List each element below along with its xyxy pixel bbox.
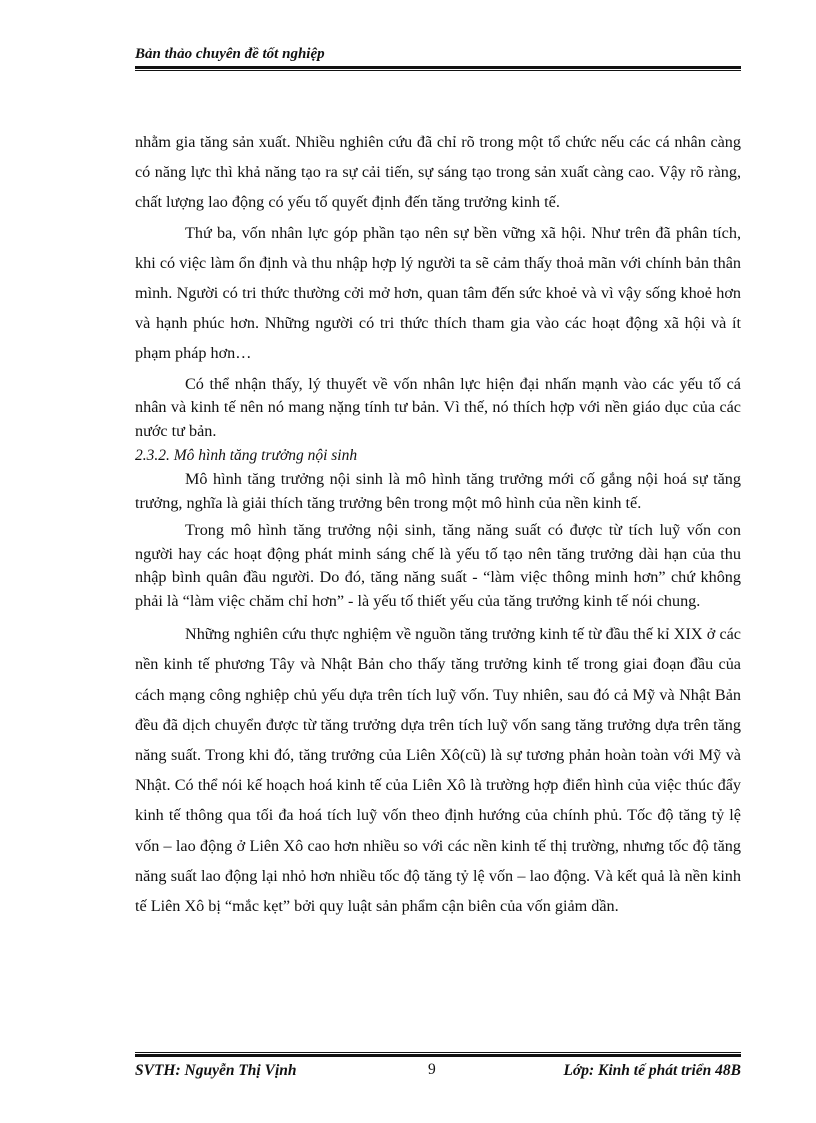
paragraph-5: Trong mô hình tăng trưởng nội sinh, tăng năng suất có được từ tích luỹ vốn con người hay các hoạt động phát minh sáng chế là yếu tố tạo nên tăng trưởng dài hạn của thu nhập bình quân đầu người. Do đó, tăng năng suất - “làm việc thông minh hơn” chứ không phải là “làm việc chăm chỉ hơn” - là yếu tố thiết yếu của tăng trưởng kinh tế nói chung. [135,521,741,610]
class-name: Lớp: Kinh tế phát triển 48B [563,1062,741,1079]
header-title: Bản thảo chuyên đề tốt nghiệp [135,46,325,62]
paragraph-1: nhằm gia tăng sản xuất. Nhiều nghiên cứu đã chỉ rõ trong một tổ chức nếu các cá nhân càng có năng lực thì khả năng tạo ra sự cải tiến, sự sáng tạo trong sản xuất càng cao. Vậy rõ ràng, chất lượng lao động có yếu tố quyết định đến tăng trưởng kinh tế. [135,133,741,212]
section-heading: 2.3.2. Mô hình tăng trưởng nội sinh [135,447,358,465]
page-header [135,44,741,71]
student-name: SVTH: Nguyễn Thị Vịnh [135,1062,297,1079]
paragraph-2: Thứ ba, vốn nhân lực góp phần tạo nên sự bền vững xã hội. Như trên đã phân tích, khi có việc làm ổn định và thu nhập hợp lý người ta sẽ cảm thấy thoả mãn với chính bản thân mình. Người có tri thức thường cởi mở hơn, quan tâm đến sức khoẻ và vì vậy sống khoẻ hơn và hạnh phúc hơn. Những người có tri thức thích tham gia vào các hoạt động xã hội và ít phạm pháp hơn… [135,223,741,363]
page-number: 9 [428,1061,436,1078]
page-footer [135,1052,741,1080]
footer-rule [135,1054,741,1057]
footer-row [135,1062,741,1080]
footer-rule-thin [135,1052,741,1053]
paragraph-6: Những nghiên cứu thực nghiệm về nguồn tăng trưởng kinh tế từ đầu thế kỉ XIX ở các nền kinh tế phương Tây và Nhật Bản cho thấy tăng trưởng kinh tế trong giai đoạn đầu của cách mạng công nghiệp chủ yếu dựa trên tích luỹ vốn. Tuy nhiên, sau đó cả Mỹ và Nhật Bản đều đã dịch chuyển được từ tăng trưởng dựa trên tích luỹ vốn sang tăng trưởng dựa trên tăng năng suất. Trong khi đó, tăng trưởng của Liên Xô(cũ) là sự tương phản hoàn toàn với Mỹ và Nhật. Có thể nói kế hoạch hoá kinh tế của Liên Xô là trường hợp điển hình của việc thúc đẩy kinh tế thông qua tối đa hoá tích luỹ vốn theo định hướng của chính phủ. Tốc độ tăng tỷ lệ vốn – lao động ở Liên Xô cao hơn nhiều so với các nền kinh tế thị trường, nhưng tốc độ tăng năng suất lao động lại nhỏ hơn nhiều tốc độ tăng tỷ lệ vốn – lao động. Và kết quả là nền kinh tế Liên Xô bị “mắc kẹt” bởi quy luật sản phẩm cận biên của vốn giảm dần. [135,625,741,915]
header-rule-thin [135,70,741,71]
document-body [135,127,741,921]
paragraph-4: Mô hình tăng trưởng nội sinh là mô hình tăng trưởng mới cố gắng nội hoá sự tăng trưởng, nghĩa là giải thích tăng trưởng bên trong một mô hình của nền kinh tế. [135,470,741,512]
paragraph-3: Có thể nhận thấy, lý thuyết về vốn nhân lực hiện đại nhấn mạnh vào các yếu tố cá nhân và kinh tế nên nó mang nặng tính tư bản. Vì thế, nó thích hợp với nền giáo dục của các nước tư bản. [135,374,741,440]
header-rule [135,66,741,69]
